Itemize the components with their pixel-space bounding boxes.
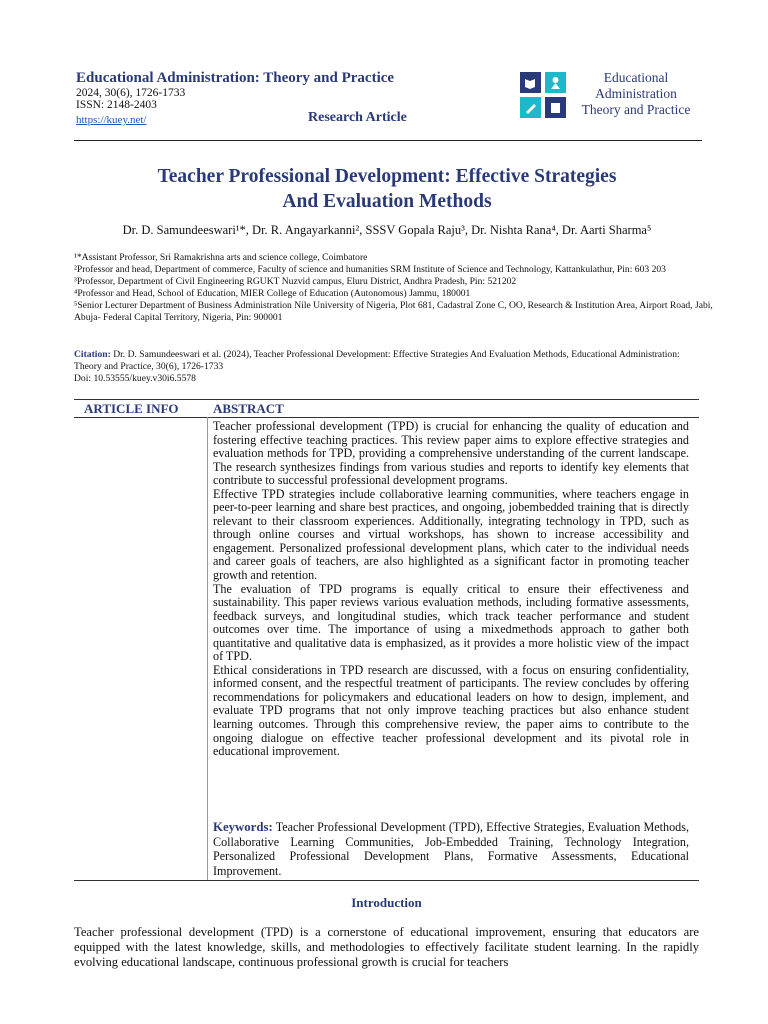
journal-link[interactable]: https://kuey.net/ <box>76 114 147 126</box>
paper-title-line1: Teacher Professional Development: Effective Strategies <box>157 166 617 187</box>
journal-issn: ISSN: 2148-2403 <box>76 99 157 111</box>
introduction-heading: Introduction <box>351 895 422 910</box>
article-type: Research Article <box>308 110 407 125</box>
journal-volume: 2024, 30(6), 1726-1733 <box>76 87 186 99</box>
abstract-box-top-rule <box>74 399 699 400</box>
logo-text-line3: Theory and Practice <box>581 102 691 117</box>
paper-title <box>76 164 698 214</box>
affiliation-4: ⁴Professor and Head, School of Education, MIER College of Education (Autonomous) Jammu, 180001 <box>74 288 471 299</box>
keywords-text: Teacher Professional Development (TPD), Effective Strategies, Evaluation Methods, Collaborative Learning Communities, Job-Embedded Training, Technology Integration, Personalized Professional Development Plans, Formative Assessments, Educational Improvement. <box>213 820 689 878</box>
introduction-paragraph: Teacher professional development (TPD) is a cornerstone of educational improvement, ensuring that educators are equipped with the latest knowledge, skills, and methodologies to effectively facilitate student learning. In the rapidly evolving educational landscape, continuous professional growth is crucial for teachers <box>74 925 699 969</box>
abstract-paragraph-1: Teacher professional development (TPD) is crucial for enhancing the quality of education and fostering effective teaching practices. This review paper aims to explore effective strategies and evaluation methods for TPD, providing a comprehensive understanding of the current landscape. The research synthesizes findings from various studies and reports to identify key elements that contribute to successful professional development programs. <box>213 419 689 488</box>
article-info-heading: ARTICLE INFO <box>84 401 179 416</box>
abstract-paragraph-4: Ethical considerations in TPD research are discussed, with a focus on ensuring confidentiality, informed consent, and the respectful treatment of participants. The review concludes by offering recommendations for policymakers and educational leaders on how to design, implement, and evaluate TPD programs that not only improve teaching practices but also enhance student learning outcomes. Through this comprehensive review, the paper aims to contribute to the ongoing dialogue on effective teacher professional development and its pivotal role in educational improvement. <box>213 662 689 759</box>
logo-text-line2: Administration <box>595 86 677 101</box>
abstract-heading: ABSTRACT <box>213 401 284 416</box>
paper-title-line2: And Evaluation Methods <box>282 191 492 212</box>
citation-text: Dr. D. Samundeeswari et al. (2024), Teacher Professional Development: Effective Strategies And Evaluation Methods, Educational Administration: Theory and Practice, 30(6), 1726-1733 <box>74 349 680 372</box>
author-list: Dr. D. Samundeeswari¹*, Dr. R. Angayarkanni², SSSV Gopala Raju³, Dr. Nishta Rana⁴, Dr. Aarti Sharma⁵ <box>122 223 652 237</box>
affiliation-1: ¹*Assistant Professor, Sri Ramakrishna arts and science college, Coimbatore <box>74 252 368 263</box>
logo-mark-icon <box>520 72 568 120</box>
citation-label: Citation: <box>74 349 111 360</box>
abstract-box-divider <box>207 417 208 880</box>
journal-logo <box>520 70 700 120</box>
abstract-paragraph-2: Effective TPD strategies include collaborative learning communities, where teachers engage in peer-to-peer learning and share best practices, and ongoing, jobembedded training that is directly relevant to their classroom experiences. Additionally, integrating technology in TPD, such as through online courses and virtual workshops, has shown to increase accessibility and engagement. Personalized professional development plans, which cater to the individual needs and career goals of teachers, are also highlighted as a significant factor in promoting teacher growth and retention. <box>213 486 689 583</box>
keywords-label: Keywords: <box>213 820 273 834</box>
keywords-block <box>213 820 689 878</box>
abstract-box-mid-rule <box>74 417 699 418</box>
affiliations <box>74 252 714 324</box>
logo-text-line1: Educational <box>603 70 669 85</box>
abstract-paragraph-3: The evaluation of TPD programs is equally critical to ensure their effectiveness and sustainability. This paper reviews various evaluation methods, including formative assessments, feedback surveys, and longitudinal studies, which track teacher performance and student outcomes over time. The importance of using a mixedmethods approach to gather both quantitative and qualitative data is emphasized, as it provides a more holistic view of the impact of TPD. <box>213 581 689 664</box>
affiliation-5: ⁵Senior Lecturer Department of Business Administration Nile University of Nigeria, Plot 681, Cadastral Zone C, OO, Research & Institution Area, Airport Road, Jabi, Abuja- Federal Capital Territory, Nigeria, Pin: 900001 <box>74 300 713 323</box>
abstract-box-bottom-rule <box>74 880 699 881</box>
affiliation-2: ²Professor and head, Department of commerce, Faculty of science and humanities SRM Institute of Science and Technology, Kattankulathur, Pin: 603 203 <box>74 264 666 275</box>
journal-title: Educational Administration: Theory and Practice <box>76 70 395 86</box>
citation-block <box>74 349 694 385</box>
abstract-body <box>213 420 689 759</box>
header-divider <box>74 140 702 141</box>
introduction-body <box>74 925 699 970</box>
doi-text: Doi: 10.53555/kuey.v30i6.5578 <box>74 373 196 384</box>
affiliation-3: ³Professor, Department of Civil Engineering RGUKT Nuzvid campus, Eluru District, Andhra Pradesh, Pin: 521202 <box>74 276 517 287</box>
